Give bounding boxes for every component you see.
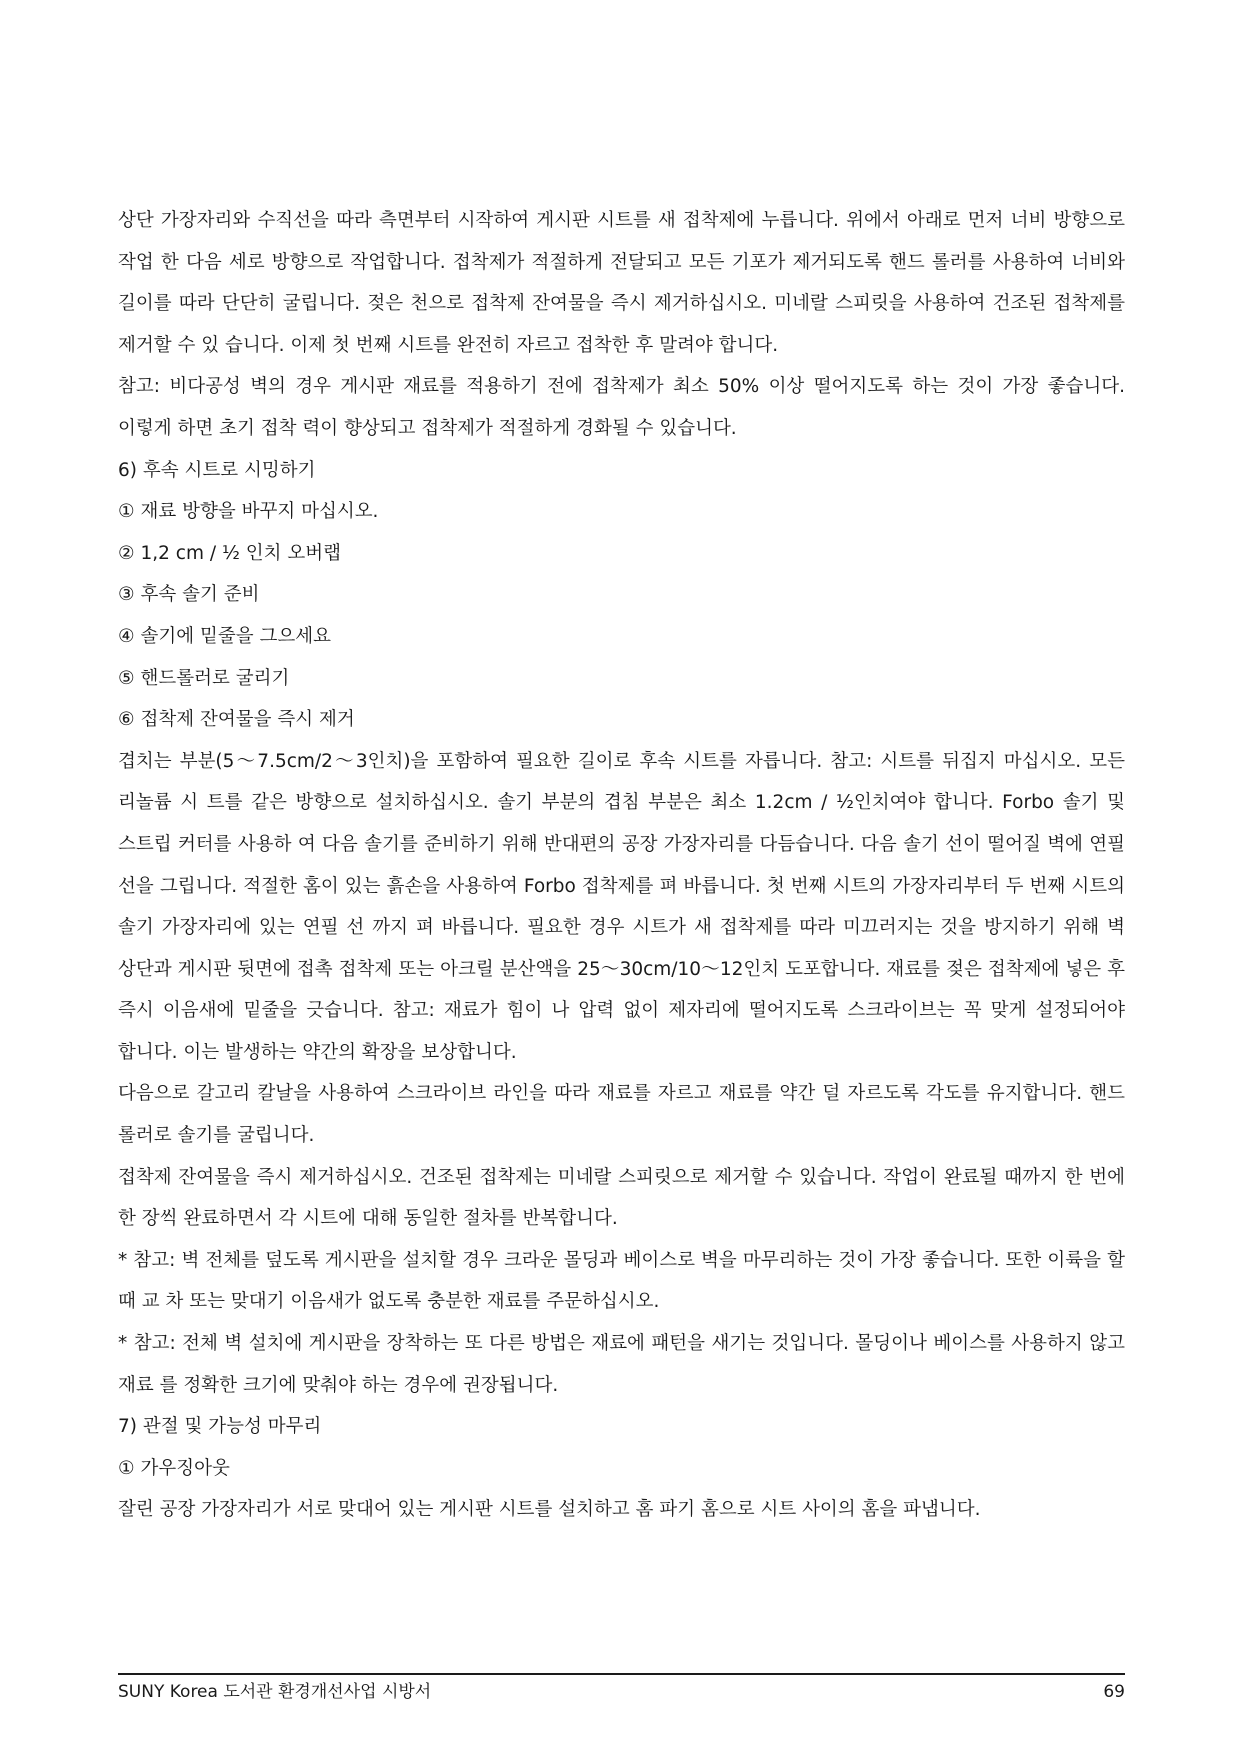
list-item: ② 1,2 cm / ½ 인치 오버랩 bbox=[118, 542, 342, 564]
list-item: ⑥ 접착제 잔여물을 즉시 제거 bbox=[118, 709, 355, 731]
paragraph-note-scribing: * 참고: 전체 벽 설치에 게시판을 장착하는 또 다른 방법은 재료에 패턴을 새기는 것입니다. 몰딩이나 베이스를 사용하지 않고 재료 를 정확한 크기에 맞춰야 하는 경우에 권장됩니다. bbox=[118, 1333, 1125, 1396]
page-number: 69 bbox=[1103, 1682, 1125, 1702]
list-item: ① 가우징아웃 bbox=[118, 1457, 230, 1479]
page-body bbox=[118, 200, 1125, 1531]
section-heading-7: 7) 관절 및 가능성 마무리 bbox=[118, 1416, 322, 1438]
page-footer bbox=[118, 1678, 1125, 1706]
paragraph-overlap-instructions: 겹치는 부분(5～7.5cm/2～3인치)을 포함하여 필요한 길이로 후속 시트를 자릅니다. 참고: 시트를 뒤집지 마십시오. 모든 리놀륨 시 트를 같은 방향으로 설치하십시오. 솔기 부분의 겹침 부분은 최소 1.2cm / ½인치여야 합니다. Forbo 솔기 및 스트립 커터를 사용하 여 다음 솔기를 준비하기 위해 반대편의 공장 가장자리를 다듬습니다. 다음 솔기 선이 떨어질 벽에 연필 선을 그립니다. 적절한 홈이 있는 흙손을 사용하여 Forbo 접착제를 펴 바릅니다. 첫 번째 시트의 가장자리부터 두 번째 시트의 솔기 가장자리에 있는 연필 선 까지 펴 바릅니다. 필요한 경우 시트가 새 접착제를 따라 미끄러지는 것을 방지하기 위해 벽 상단과 게시판 뒷면에 접촉 접착제 또는 아크릴 분산액을 25～30cm/10～12인치 도포합니다. 재료를 젖은 접착제에 넣은 후 즉시 이음새에 밑줄을 긋습니다. 참고: 재료가 힘이 나 압력 없이 제자리에 떨어지도록 스크라이브는 꼭 맞게 설정되어야 합니다. 이는 발생하는 약간의 확장을 보상합니다. bbox=[118, 750, 1125, 1063]
list-item: ④ 솔기에 밑줄을 그으세요 bbox=[118, 625, 331, 647]
footer-divider bbox=[118, 1673, 1125, 1675]
paragraph-note-crown-molding: * 참고: 벽 전체를 덮도록 게시판을 설치할 경우 크라운 몰딩과 베이스로 벽을 마무리하는 것이 가장 좋습니다. 또한 이륙을 할 때 교 차 또는 맞대기 이음새가 없도록 충분한 재료를 주문하십시오. bbox=[118, 1249, 1125, 1313]
section-heading-6: 6) 후속 시트로 시밍하기 bbox=[118, 459, 316, 481]
paragraph-gouging: 잘린 공장 가장자리가 서로 맞대어 있는 게시판 시트를 설치하고 홈 파기 홈으로 시트 사이의 홈을 파냅니다. bbox=[118, 1499, 981, 1521]
list-item: ⑤ 핸드롤러로 굴리기 bbox=[118, 667, 290, 689]
paragraph-seaming-first-sheet: 상단 가장자리와 수직선을 따라 측면부터 시작하여 게시판 시트를 새 접착제에 누릅니다. 위에서 아래로 먼저 너비 방향으로 작업 한 다음 세로 방향으로 작업합니다. 접착제가 적절하게 전달되고 모든 기포가 제거되도록 핸드 롤러를 사용하여 너비와 길이를 따라 단단히 굴립니다. 젖은 천으로 접착제 잔여물을 즉시 제거하십시오. 미네랄 스피릿을 사용하여 건조된 접착제를 제거할 수 있 습니다. 이제 첫 번째 시트를 완전히 자르고 접착한 후 말려야 합니다. bbox=[118, 210, 1125, 356]
list-item: ① 재료 방향을 바꾸지 마십시오. bbox=[118, 501, 379, 523]
document-title: SUNY Korea 도서관 환경개선사업 시방서 bbox=[118, 1682, 432, 1702]
paragraph-note-nonporous-walls: 참고: 비다공성 벽의 경우 게시판 재료를 적용하기 전에 접착제가 최소 50% 이상 떨어지도록 하는 것이 가장 좋습니다. 이렇게 하면 초기 접착 력이 향상되고 접착제가 적절하게 경화될 수 있습니다. bbox=[118, 376, 1125, 439]
paragraph-remove-residue: 접착제 잔여물을 즉시 제거하십시오. 건조된 접착제는 미네랄 스피릿으로 제거할 수 있습니다. 작업이 완료될 때까지 한 번에 한 장씩 완료하면서 각 시트에 대해 동일한 절차를 반복합니다. bbox=[118, 1166, 1125, 1230]
list-item: ③ 후속 솔기 준비 bbox=[118, 584, 260, 606]
paragraph-hook-blade: 다음으로 갈고리 칼날을 사용하여 스크라이브 라인을 따라 재료를 자르고 재료를 약간 덜 자르도록 각도를 유지합니다. 핸드 롤러로 솔기를 굴립니다. bbox=[118, 1083, 1125, 1147]
